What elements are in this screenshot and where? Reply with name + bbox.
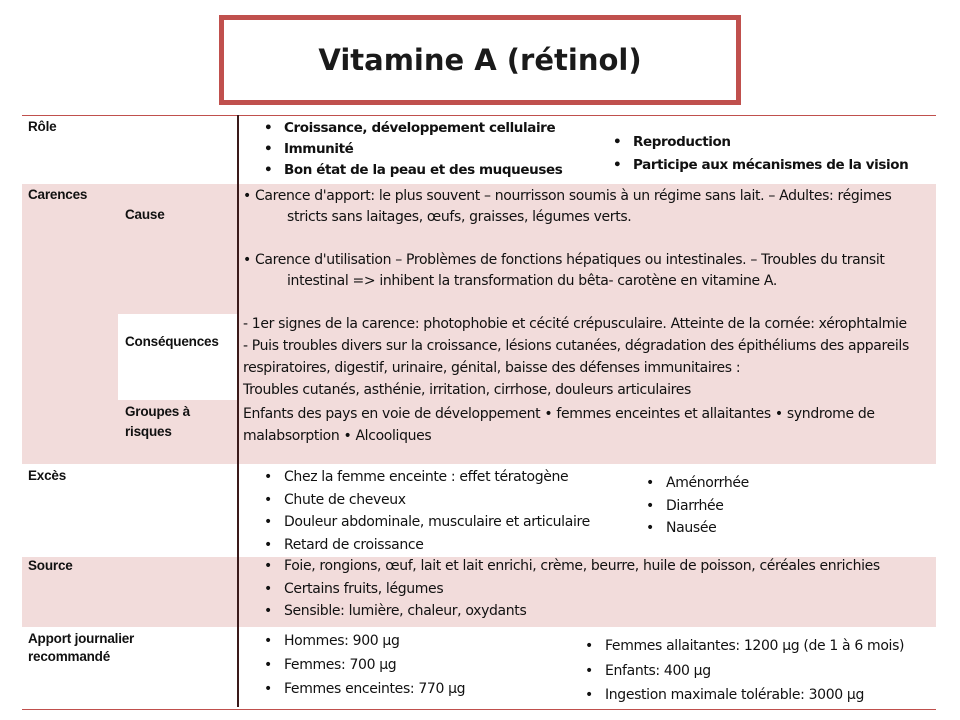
apport-label-line2: recommandé	[28, 649, 111, 664]
cause-text	[243, 186, 891, 292]
list-item: • Aménorrhée	[644, 472, 749, 495]
consequences-line: - Puis troubles divers sur la croissance, lésions cutanées, dégradation des épithéliums des appareils	[243, 338, 909, 354]
consequences-line: respiratoires, digestif, urinaire, génital, baisse des défenses immunitaires :	[243, 360, 741, 376]
apport-list-right	[583, 634, 904, 708]
sub-label-groupes	[125, 402, 190, 442]
list-item: • Hommes: 900 µg	[262, 629, 465, 653]
list-item: • Foie, rongions, œuf, lait et lait enrichi, crème, beurre, huile de poisson, céréales enrichies	[262, 555, 880, 578]
table-bottom-line	[22, 709, 936, 710]
list-item: • Croissance, développement cellulaire	[262, 117, 562, 140]
row-label-apport	[28, 630, 134, 666]
row-label-source: Source	[28, 558, 73, 573]
apport-list-left	[262, 629, 465, 701]
cause-p1-line1: • Carence d'apport: le plus souvent – nourrisson soumis à un régime sans lait. – Adultes: régimes	[243, 188, 892, 204]
role-list-left	[262, 117, 562, 181]
column-divider	[237, 115, 239, 707]
list-item: • Participe aux mécanismes de la vision	[611, 154, 908, 177]
table-top-line	[22, 115, 936, 116]
list-item: • Chute de cheveux	[262, 489, 590, 512]
list-item: • Bon état de la peau et des muqueuses	[262, 159, 562, 182]
groupes-text	[243, 403, 875, 447]
cause-p2-line2: intestinal => inhibent la transformation du bêta- carotène en vitamine A.	[287, 273, 777, 289]
list-item: • Sensible: lumière, chaleur, oxydants	[262, 600, 880, 623]
cause-p2-line1: • Carence d'utilisation – Problèmes de fonctions hépatiques ou intestinales. – Troubles du transit	[243, 252, 885, 268]
role-list-right	[611, 131, 908, 176]
list-item: • Diarrhée	[644, 495, 749, 518]
groupes-label-line1: Groupes à	[125, 404, 190, 419]
list-item: • Femmes enceintes: 770 µg	[262, 677, 465, 701]
list-item: • Chez la femme enceinte : effet tératogène	[262, 466, 590, 489]
list-item: • Nausée	[644, 517, 749, 540]
list-item: • Enfants: 400 µg	[583, 659, 904, 684]
band-carences-label	[22, 184, 118, 464]
groupes-line: malabsorption • Alcooliques	[243, 428, 432, 444]
cause-p1-line2: stricts sans laitages, œufs, graisses, légumes verts.	[287, 209, 632, 225]
groupes-line: Enfants des pays en voie de développement • femmes enceintes et allaitantes • syndrome de	[243, 406, 875, 422]
page-title: Vitamine A (rétinol)	[318, 43, 642, 77]
exces-list-left	[262, 466, 590, 556]
sub-label-consequences: Conséquences	[125, 334, 219, 349]
row-label-role: Rôle	[28, 119, 57, 134]
list-item: • Douleur abdominale, musculaire et articulaire	[262, 511, 590, 534]
list-item: • Femmes allaitantes: 1200 µg (de 1 à 6 mois)	[583, 634, 904, 659]
list-item: • Retard de croissance	[262, 534, 590, 557]
list-item: • Femmes: 700 µg	[262, 653, 465, 677]
row-label-exces: Excès	[28, 468, 67, 483]
list-item: • Immunité	[262, 140, 562, 159]
list-item: • Reproduction	[611, 131, 908, 154]
title-box	[219, 15, 741, 105]
apport-label-line1: Apport journalier	[28, 631, 135, 646]
sub-label-cause: Cause	[125, 207, 165, 222]
exces-list-right	[644, 472, 749, 540]
consequences-text	[243, 313, 909, 401]
source-list	[262, 555, 880, 623]
consequences-line: - 1er signes de la carence: photophobie et cécité crépusculaire. Atteinte de la cornée: xérophtalmie	[243, 316, 907, 332]
groupes-label-line2: risques	[125, 424, 172, 439]
row-label-carences: Carences	[28, 187, 88, 202]
list-item: • Ingestion maximale tolérable: 3000 µg	[583, 683, 904, 708]
consequences-line: Troubles cutanés, asthénie, irritation, cirrhose, douleurs articulaires	[243, 382, 691, 398]
list-item: • Certains fruits, légumes	[262, 578, 880, 601]
